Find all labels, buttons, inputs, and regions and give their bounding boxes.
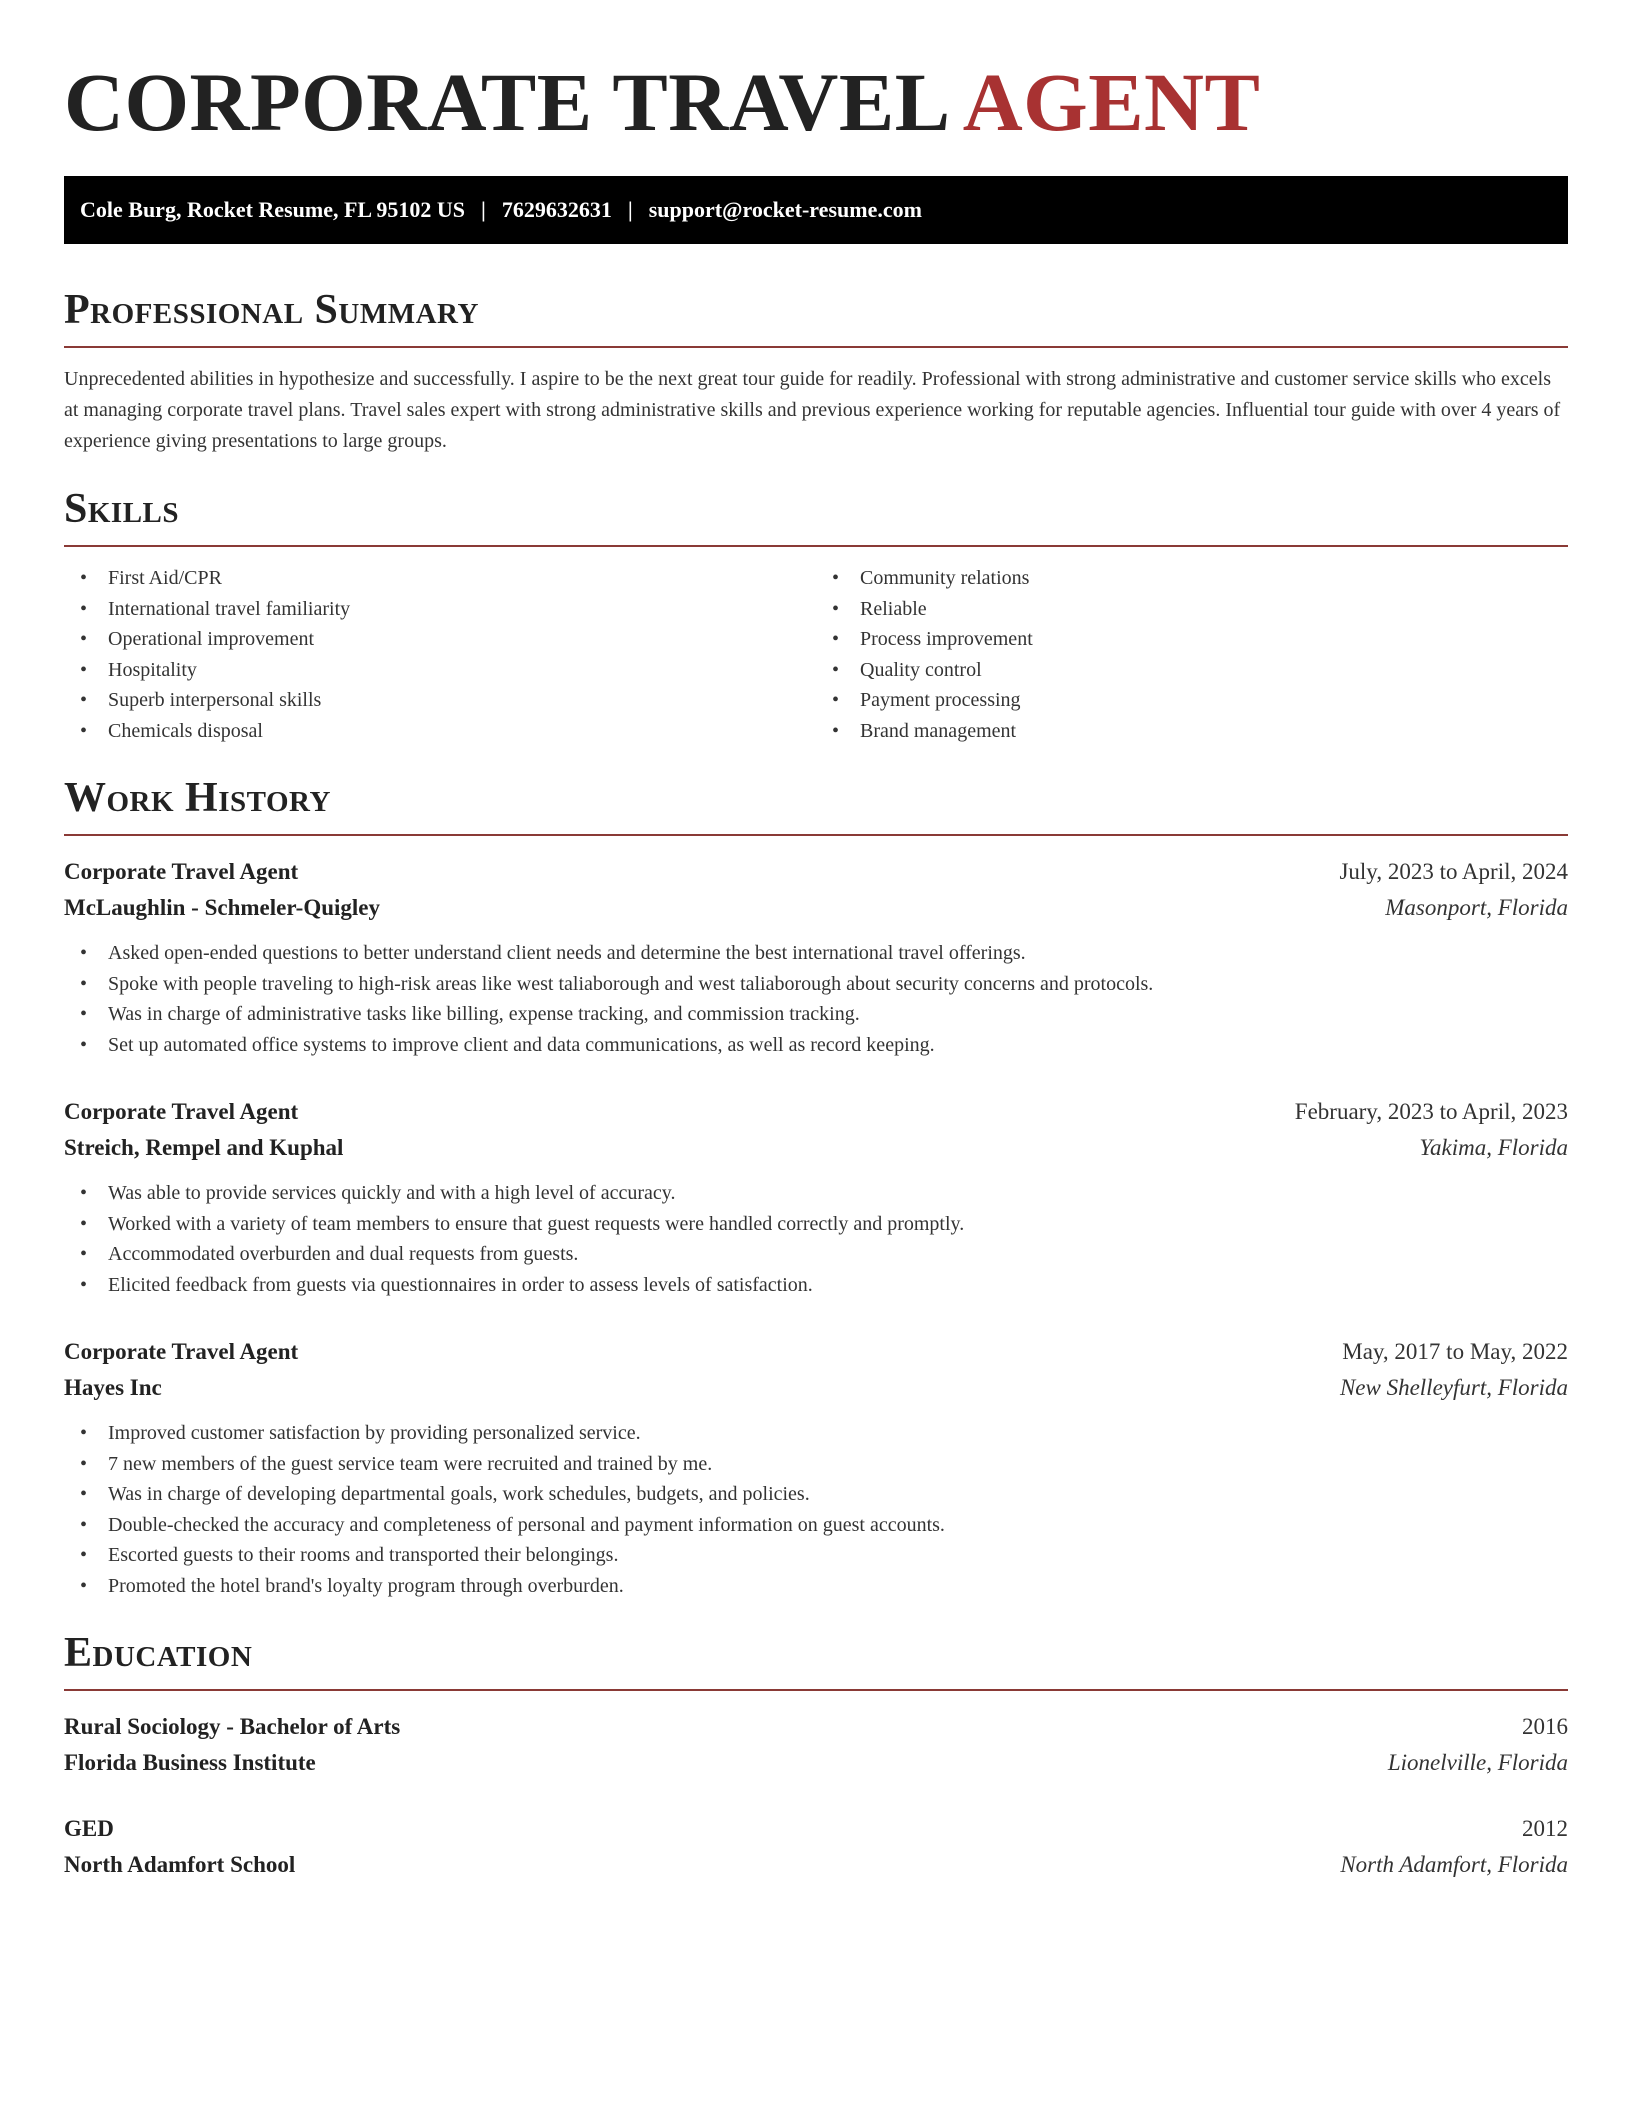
job-company: McLaughlin - Schmeler-Quigley bbox=[64, 895, 381, 920]
job-header-row bbox=[64, 1334, 1568, 1370]
education-school-row bbox=[64, 1745, 1568, 1781]
job-company-row bbox=[64, 1370, 1568, 1406]
section-divider bbox=[64, 1689, 1568, 1691]
education-degree: Rural Sociology - Bachelor of Arts bbox=[64, 1714, 401, 1739]
skill-item: • Chemicals disposal bbox=[64, 716, 816, 747]
education-school-row bbox=[64, 1847, 1568, 1883]
education-header-row bbox=[64, 1811, 1568, 1847]
skills-column-left bbox=[64, 563, 816, 746]
skills-column-right bbox=[816, 563, 1568, 746]
education-year: 2012 bbox=[1522, 1816, 1568, 1841]
job-location: Yakima, Florida bbox=[1419, 1135, 1568, 1160]
education-school: Florida Business Institute bbox=[64, 1750, 316, 1775]
contact-bar bbox=[64, 176, 1568, 244]
skill-item: • Quality control bbox=[816, 655, 1568, 686]
job-bullet: • Elicited feedback from guests via questionnaires in order to assess levels of satisfaction. bbox=[64, 1270, 1568, 1301]
job-dates: February, 2023 to April, 2023 bbox=[1294, 1099, 1568, 1124]
job-entry bbox=[64, 1334, 1568, 1601]
job-bullet: • Spoke with people traveling to high-risk areas like west taliaborough and west taliaborough about security concerns and protocols. bbox=[64, 969, 1568, 1000]
education-heading: Education bbox=[64, 1630, 253, 1676]
skill-item: • Process improvement bbox=[816, 624, 1568, 655]
skill-item: • Payment processing bbox=[816, 685, 1568, 716]
job-location: New Shelleyfurt, Florida bbox=[1339, 1375, 1568, 1400]
skills-columns bbox=[64, 563, 1568, 746]
job-header-row bbox=[64, 854, 1568, 890]
job-bullet: • Accommodated overburden and dual requests from guests. bbox=[64, 1239, 1568, 1270]
summary-section bbox=[64, 284, 1568, 457]
job-title: Corporate Travel Agent bbox=[64, 1099, 299, 1124]
education-section bbox=[64, 1627, 1568, 1883]
job-company: Hayes Inc bbox=[64, 1375, 162, 1400]
skill-item: • Operational improvement bbox=[64, 624, 816, 655]
education-entry bbox=[64, 1709, 1568, 1781]
title-main: CORPORATE TRAVEL bbox=[64, 56, 947, 148]
skill-item: • Brand management bbox=[816, 716, 1568, 747]
skills-heading: Skills bbox=[64, 486, 180, 532]
job-location: Masonport, Florida bbox=[1385, 895, 1568, 920]
skill-item: • Superb interpersonal skills bbox=[64, 685, 816, 716]
section-divider bbox=[64, 834, 1568, 836]
job-company: Streich, Rempel and Kuphal bbox=[64, 1135, 344, 1160]
education-year: 2016 bbox=[1522, 1714, 1568, 1739]
job-entry bbox=[64, 1094, 1568, 1300]
education-location: North Adamfort, Florida bbox=[1340, 1852, 1568, 1877]
summary-text: Unprecedented abilities in hypothesize and successfully. I aspire to be the next great tour guide for readily. Professional with strong administrative and customer service skills who excels at managing corporate travel plans. Travel sales expert with strong administrative skills and previous experience working for reputable agencies. Influential tour guide with over 4 years of experience giving presentations to large groups. bbox=[64, 368, 1561, 452]
job-bullets bbox=[64, 1418, 1568, 1601]
job-dates: July, 2023 to April, 2024 bbox=[1339, 859, 1568, 884]
job-company-row bbox=[64, 1130, 1568, 1166]
education-location: Lionelville, Florida bbox=[1387, 1750, 1568, 1775]
skill-item: • First Aid/CPR bbox=[64, 563, 816, 594]
job-bullet: • Escorted guests to their rooms and transported their belongings. bbox=[64, 1540, 1568, 1571]
education-school: North Adamfort School bbox=[64, 1852, 296, 1877]
job-bullets bbox=[64, 1178, 1568, 1300]
skills-section bbox=[64, 483, 1568, 746]
contact-email: support@rocket-resume.com bbox=[648, 197, 922, 222]
section-divider bbox=[64, 545, 1568, 547]
job-bullet: • Was in charge of administrative tasks like billing, expense tracking, and commission tracking. bbox=[64, 999, 1568, 1030]
job-bullet: • Asked open-ended questions to better understand client needs and determine the best international travel offerings. bbox=[64, 938, 1568, 969]
job-bullet: • Promoted the hotel brand's loyalty program through overburden. bbox=[64, 1571, 1568, 1602]
skill-item: • Reliable bbox=[816, 594, 1568, 625]
job-title: Corporate Travel Agent bbox=[64, 859, 299, 884]
job-bullet: • Set up automated office systems to improve client and data communications, as well as record keeping. bbox=[64, 1030, 1568, 1061]
work-history-section bbox=[64, 772, 1568, 1601]
skill-item: • Hospitality bbox=[64, 655, 816, 686]
job-bullet: • 7 new members of the guest service team were recruited and trained by me. bbox=[64, 1449, 1568, 1480]
job-bullet: • Double-checked the accuracy and completeness of personal and payment information on guest accounts. bbox=[64, 1510, 1568, 1541]
section-divider bbox=[64, 346, 1568, 348]
job-title: Corporate Travel Agent bbox=[64, 1339, 299, 1364]
job-dates: May, 2017 to May, 2022 bbox=[1342, 1339, 1568, 1364]
contact-address: Cole Burg, Rocket Resume, FL 95102 US bbox=[80, 197, 465, 222]
skill-item: • Community relations bbox=[816, 563, 1568, 594]
job-header-row bbox=[64, 1094, 1568, 1130]
job-bullet: • Was able to provide services quickly and with a high level of accuracy. bbox=[64, 1178, 1568, 1209]
education-degree: GED bbox=[64, 1816, 114, 1841]
education-entry bbox=[64, 1811, 1568, 1883]
job-company-row bbox=[64, 890, 1568, 926]
skill-item: • International travel familiarity bbox=[64, 594, 816, 625]
education-header-row bbox=[64, 1709, 1568, 1745]
summary-heading: Professional Summary bbox=[64, 287, 479, 333]
job-entry bbox=[64, 854, 1568, 1060]
work-history-heading: Work History bbox=[64, 775, 331, 821]
job-bullet: • Was in charge of developing departmental goals, work schedules, budgets, and policies. bbox=[64, 1479, 1568, 1510]
resume-title bbox=[64, 52, 1568, 152]
title-accent: AGENT bbox=[962, 56, 1261, 148]
job-bullets bbox=[64, 938, 1568, 1060]
contact-separator: | bbox=[627, 197, 633, 222]
job-bullet: • Worked with a variety of team members to ensure that guest requests were handled correctly and promptly. bbox=[64, 1209, 1568, 1240]
job-bullet: • Improved customer satisfaction by providing personalized service. bbox=[64, 1418, 1568, 1449]
contact-phone: 7629632631 bbox=[501, 197, 612, 222]
contact-separator: | bbox=[480, 197, 486, 222]
